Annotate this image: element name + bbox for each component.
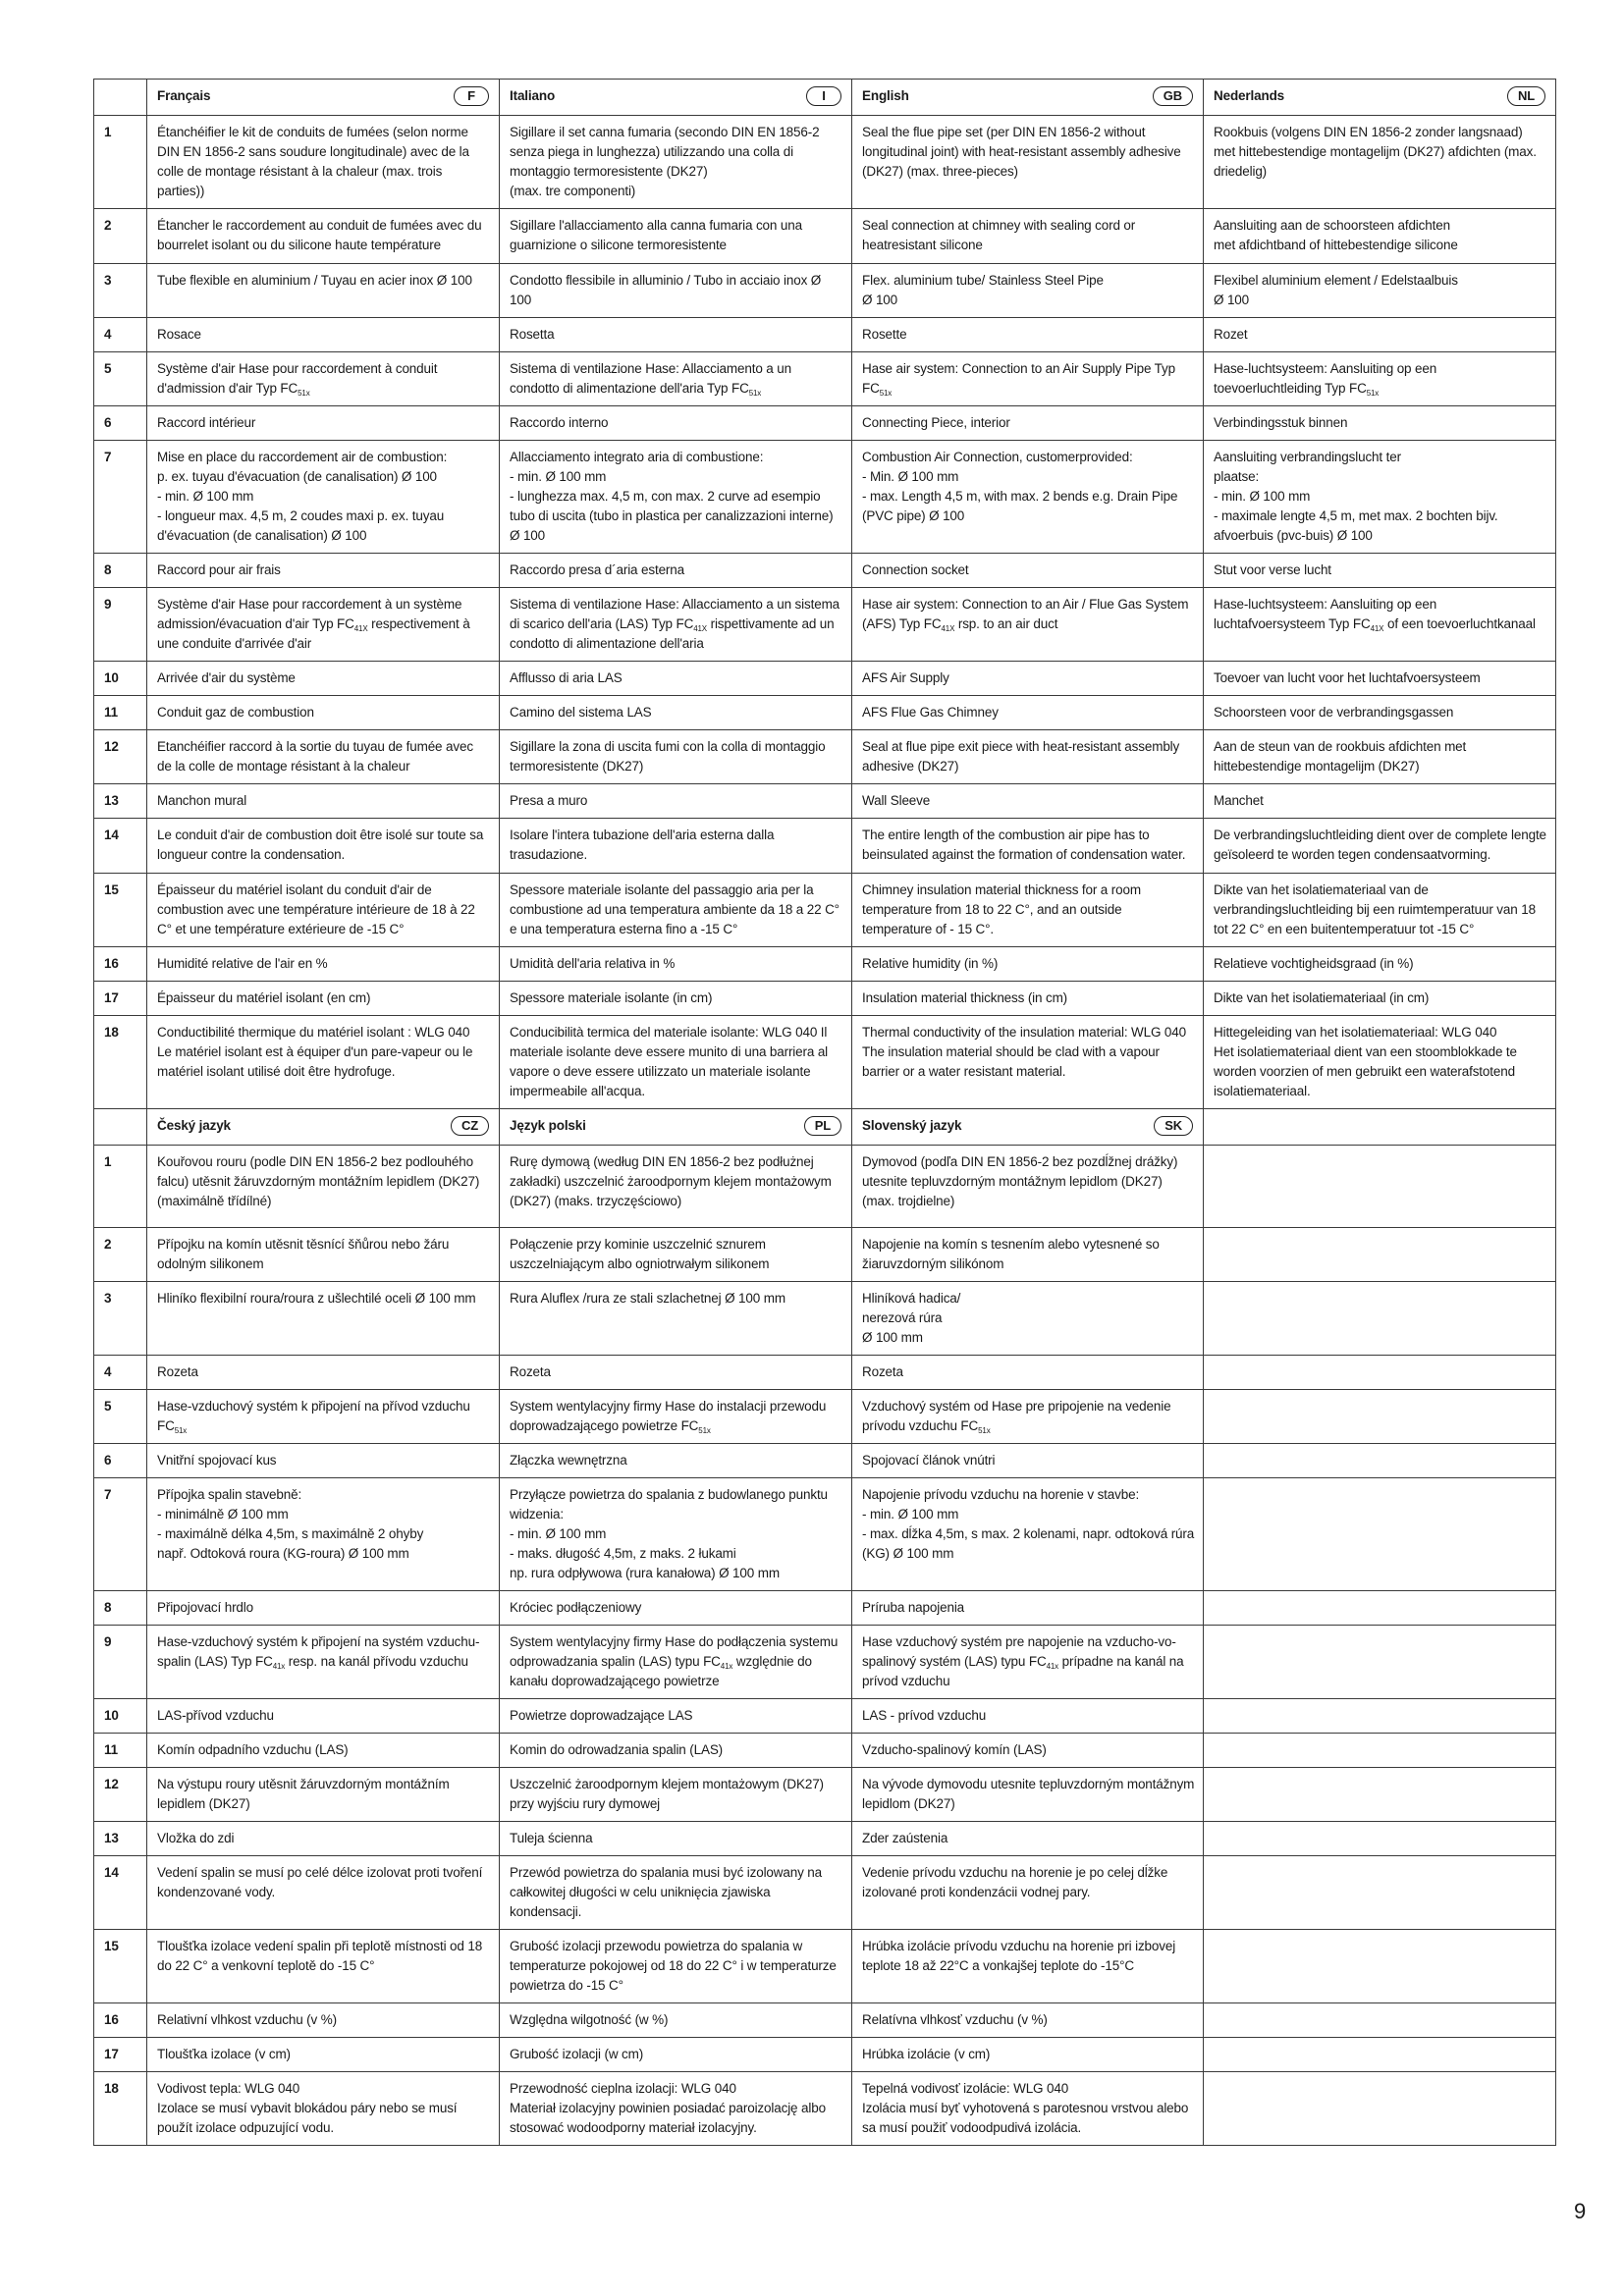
description-cell: Vzduchový systém od Hase pre pripojenie na vedenie prívodu vzduchu $FC_{51x}$ xyxy=(852,1390,1204,1444)
description-cell: Wall Sleeve xyxy=(852,784,1204,819)
type-subscript: 41X xyxy=(693,624,707,633)
row-number: 10 xyxy=(94,662,147,696)
description-cell: Vložka do zdi xyxy=(147,1822,500,1856)
row-number: 2 xyxy=(94,209,147,264)
description-cell: Toevoer van lucht voor het luchtafvoersysteem xyxy=(1204,662,1556,696)
header-lang: Français xyxy=(157,88,211,103)
row-number: 18 xyxy=(94,1016,147,1109)
row-number: 3 xyxy=(94,264,147,318)
header-cell xyxy=(500,1109,852,1146)
description-cell: Conductibilité thermique du matériel isolant : WLG 040 Le matériel isolant est à équiper d'un pare-vapeur ou le matériel isolant utilisé doit être hydrofuge. xyxy=(147,1016,500,1109)
description-cell: Système d'air Hase pour raccordement à conduit d'admission d'air Typ $FC_{51x}$ xyxy=(147,352,500,406)
description-cell: Seal connection at chimney with sealing cord or heatresistant silicone xyxy=(852,209,1204,264)
description-cell: Hrúbka izolácie prívodu vzduchu na horenie pri izbovej teplote 18 až 22°C a vonkajšej teplote do -15°C xyxy=(852,1930,1204,2003)
description-cell: The entire length of the combustion air pipe has to beinsulated against the formation of condensation water. xyxy=(852,819,1204,874)
top-row xyxy=(94,554,1556,588)
row-number: 14 xyxy=(94,819,147,874)
description-cell: AFS Air Supply xyxy=(852,662,1204,696)
description-cell: Hase air system: Connection to an Air / Flue Gas System (AFS) Typ $FC_{41X}$ rsp. to an air duct xyxy=(852,588,1204,662)
row-number: 1 xyxy=(94,1146,147,1228)
top-row xyxy=(94,406,1556,441)
bottom-row xyxy=(94,2072,1556,2146)
description-cell: Seal at flue pipe exit piece with heat-resistant assembly adhesive (DK27) xyxy=(852,730,1204,784)
row-number: 7 xyxy=(94,441,147,554)
empty-cell xyxy=(1204,1356,1556,1390)
description-cell: Étancher le raccordement au conduit de fumées avec du bourrelet isolant ou du silicone haute température xyxy=(147,209,500,264)
bottom-row xyxy=(94,1822,1556,1856)
description-cell: Relatieve vochtigheidsgraad (in %) xyxy=(1204,947,1556,982)
description-cell: Přípojku na komín utěsnit těsnící šňůrou nebo žáru odolným silikonem xyxy=(147,1228,500,1282)
description-cell: Sigillare l'allacciamento alla canna fumaria con una guarnizione o silicone termoresistente xyxy=(500,209,852,264)
description-cell: Thermal conductivity of the insulation material: WLG 040 The insulation material should be clad with a vapour barrier or a water resistant material. xyxy=(852,1016,1204,1109)
language-code-badge: F xyxy=(454,86,489,106)
description-cell: Épaisseur du matériel isolant du conduit d'air de combustion avec une température intérieure de 18 à 22 C° et une température extérieure de -15 C° xyxy=(147,874,500,947)
description-cell: Zder zaústenia xyxy=(852,1822,1204,1856)
type-subscript: 41X xyxy=(1370,624,1384,633)
description-cell: Napojenie na komín s tesnením alebo vytesnené so žiaruvzdorným silikónom xyxy=(852,1228,1204,1282)
type-subscript: 51x xyxy=(978,1426,991,1435)
type-subscript: 51x xyxy=(698,1426,711,1435)
bottom-row xyxy=(94,1699,1556,1734)
description-cell: Connection socket xyxy=(852,554,1204,588)
description-cell: Camino del sistema LAS xyxy=(500,696,852,730)
bottom-row xyxy=(94,1228,1556,1282)
row-number: 11 xyxy=(94,696,147,730)
top-row xyxy=(94,264,1556,318)
empty-cell xyxy=(1204,1228,1556,1282)
row-number: 11 xyxy=(94,1734,147,1768)
description-cell: Tepelná vodivosť izolácie: WLG 040 Izolácia musí byť vyhotovená s parotesnou vrstvou alebo sa musí použiť vodoodpudivá izolácia. xyxy=(852,2072,1204,2146)
description-cell: Komin do odrowadzania spalin (LAS) xyxy=(500,1734,852,1768)
description-cell: Connecting Piece, interior xyxy=(852,406,1204,441)
bottom-row xyxy=(94,2003,1556,2038)
description-cell: Grubość izolacji (w cm) xyxy=(500,2038,852,2072)
description-cell: Flex. aluminium tube/ Stainless Steel Pipe Ø 100 xyxy=(852,264,1204,318)
empty-cell xyxy=(1204,2003,1556,2038)
bottom-row xyxy=(94,1478,1556,1591)
row-number: 4 xyxy=(94,1356,147,1390)
row-number: 8 xyxy=(94,1591,147,1626)
description-cell: Hliníko flexibilní roura/roura z ušlechtilé oceli Ø 100 mm xyxy=(147,1282,500,1356)
row-number: 9 xyxy=(94,588,147,662)
description-cell: LAS - prívod vzduchu xyxy=(852,1699,1204,1734)
description-cell: Umidità dell'aria relativa in % xyxy=(500,947,852,982)
description-cell: Seal the flue pipe set (per DIN EN 1856-2 without longitudinal joint) with heat-resistant assembly adhesive (DK27) (max. three-pieces) xyxy=(852,116,1204,209)
top-row xyxy=(94,784,1556,819)
row-number: 14 xyxy=(94,1856,147,1930)
type-subscript: 41x xyxy=(720,1662,733,1671)
description-cell: Komín odpadního vzduchu (LAS) xyxy=(147,1734,500,1768)
type-subscript: 51x xyxy=(1366,389,1380,398)
bottom-row xyxy=(94,1146,1556,1228)
description-cell: Relatívna vlhkosť vzduchu (v %) xyxy=(852,2003,1204,2038)
header-cell-fr xyxy=(147,80,500,116)
row-number: 9 xyxy=(94,1626,147,1699)
description-cell: Humidité relative de l'air en % xyxy=(147,947,500,982)
header-cell-en xyxy=(852,80,1204,116)
empty-cell xyxy=(1204,1478,1556,1591)
description-cell: Spojovací článok vnútri xyxy=(852,1444,1204,1478)
top-row xyxy=(94,696,1556,730)
row-number: 6 xyxy=(94,406,147,441)
header-lang: Český jazyk xyxy=(157,1118,231,1133)
language-code-badge: NL xyxy=(1507,86,1545,106)
top-row xyxy=(94,982,1556,1016)
description-cell: Aansluiting aan de schoorsteen afdichten met afdichtband of hittebestendige silicone xyxy=(1204,209,1556,264)
description-cell: Rosette xyxy=(852,318,1204,352)
description-cell: Sistema di ventilazione Hase: Allacciamento a un sistema di scarico dell'aria (LAS) Typ $FC_{41X}$ rispettivamente ad un condotto di alimentazione dell'aria xyxy=(500,588,852,662)
language-code-badge: PL xyxy=(804,1116,841,1136)
description-cell: Kouřovou rouru (podle DIN EN 1856-2 bez podlouhého falcu) utěsnit žáruvzdorným montážním lepidlem (DK27) (maximálně třídílné) xyxy=(147,1146,500,1228)
description-cell: Złączka wewnętrzna xyxy=(500,1444,852,1478)
row-number: 13 xyxy=(94,1822,147,1856)
description-cell: Rozet xyxy=(1204,318,1556,352)
empty-cell xyxy=(1204,2038,1556,2072)
type-subscript: 51x xyxy=(298,389,310,398)
description-cell: Uszczelnić żaroodpornym klejem montażowym (DK27) przy wyjściu rury dymowej xyxy=(500,1768,852,1822)
description-cell: Hittegeleiding van het isolatiemateriaal: WLG 040 Het isolatiemateriaal dient van een stoomblokkade te worden voorzien of men gebruikt een waterafstotend isolatiemateriaal. xyxy=(1204,1016,1556,1109)
type-subscript: 51x xyxy=(748,389,762,398)
top-row xyxy=(94,318,1556,352)
header-cell xyxy=(147,1109,500,1146)
top-row xyxy=(94,874,1556,947)
row-number: 16 xyxy=(94,2003,147,2038)
description-cell: Tloušťka izolace (v cm) xyxy=(147,2038,500,2072)
header-cell-nl xyxy=(1204,80,1556,116)
row-number: 3 xyxy=(94,1282,147,1356)
top-row xyxy=(94,441,1556,554)
description-cell: Króciec podłączeniowy xyxy=(500,1591,852,1626)
description-cell: Aansluiting verbrandingslucht ter plaatse: - min. Ø 100 mm - maximale lengte 4,5 m, met max. 2 bochten bijv. afvoerbuis (pvc-buis) Ø 100 xyxy=(1204,441,1556,554)
empty-cell xyxy=(1204,1282,1556,1356)
bottom-row xyxy=(94,1626,1556,1699)
description-cell: Raccordo interno xyxy=(500,406,852,441)
empty-cell xyxy=(1204,2072,1556,2146)
row-number: 17 xyxy=(94,982,147,1016)
description-cell: Rookbuis (volgens DIN EN 1856-2 zonder langsnaad) met hittebestendige montagelijm (DK27) afdichten (max. driedelig) xyxy=(1204,116,1556,209)
description-cell: Dymovod (podľa DIN EN 1856-2 bez pozdĺžnej drážky) utesnite tepluvzdorným montážnym lepidlom (DK27) (max. trojdielne) xyxy=(852,1146,1204,1228)
type-subscript: 41x xyxy=(272,1662,286,1671)
bottom-row xyxy=(94,1390,1556,1444)
description-cell: Dikte van het isolatiemateriaal (in cm) xyxy=(1204,982,1556,1016)
description-cell: Chimney insulation material thickness for a room temperature from 18 to 22 C°, and an outside temperature of - 15 C°. xyxy=(852,874,1204,947)
description-cell: Épaisseur du matériel isolant (en cm) xyxy=(147,982,500,1016)
description-cell: Insulation material thickness (in cm) xyxy=(852,982,1204,1016)
empty-cell xyxy=(1204,1146,1556,1228)
description-cell: Vnitřní spojovací kus xyxy=(147,1444,500,1478)
description-cell: Sigillare la zona di uscita fumi con la colla di montaggio termoresistente (DK27) xyxy=(500,730,852,784)
top-row xyxy=(94,352,1556,406)
description-cell: Na výstupu roury utěsnit žáruvzdorným montážním lepidlem (DK27) xyxy=(147,1768,500,1822)
language-code-badge: I xyxy=(806,86,841,106)
row-number: 7 xyxy=(94,1478,147,1591)
header-lang: Italiano xyxy=(510,88,556,103)
header-lang: English xyxy=(862,88,909,103)
bottom-row xyxy=(94,1768,1556,1822)
description-cell: Grubość izolacji przewodu powietrza do spalania w temperaturze pokojowej od 18 do 22 C° i w temperaturze powietrza do -15 C° xyxy=(500,1930,852,2003)
empty-cell xyxy=(1204,1856,1556,1930)
description-cell: Système d'air Hase pour raccordement à un système admission/évacuation d'air Typ $FC_{41X}$ respectivement à une conduite d'arrivée d'air xyxy=(147,588,500,662)
description-cell: Dikte van het isolatiemateriaal van de verbrandingsluchtleiding bij een ruimtemperatuur van 18 tot 22 C° en een buitentemperatuur tot -15 C° xyxy=(1204,874,1556,947)
description-cell: Combustion Air Connection, customerprovided: - Min. Ø 100 mm - max. Length 4,5 m, with max. 2 bends e.g. Drain Pipe (PVC pipe) Ø 100 xyxy=(852,441,1204,554)
description-cell: Rosace xyxy=(147,318,500,352)
row-number: 6 xyxy=(94,1444,147,1478)
top-row xyxy=(94,1016,1556,1109)
row-number: 12 xyxy=(94,1768,147,1822)
description-cell: Sistema di ventilazione Hase: Allacciamento a un condotto di alimentazione dell'aria Typ $FC_{51x}$ xyxy=(500,352,852,406)
description-cell: Stut voor verse lucht xyxy=(1204,554,1556,588)
translation-table xyxy=(93,79,1556,2146)
description-cell: Conduit gaz de combustion xyxy=(147,696,500,730)
type-subscript: 41x xyxy=(1046,1662,1059,1671)
description-cell: Rura Aluflex /rura ze stali szlachetnej Ø 100 mm xyxy=(500,1282,852,1356)
type-subscript: 51x xyxy=(879,389,893,398)
description-cell: Schoorsteen voor de verbrandingsgassen xyxy=(1204,696,1556,730)
description-cell: Raccord pour air frais xyxy=(147,554,500,588)
description-cell: Tloušťka izolace vedení spalin při teplotě místnosti od 18 do 22 C° a venkovní teplotě do -15 C° xyxy=(147,1930,500,2003)
row-number: 1 xyxy=(94,116,147,209)
description-cell: Hase-luchtsysteem: Aansluiting op een toevoerluchtleiding Typ $FC_{51x}$ xyxy=(1204,352,1556,406)
description-cell: Powietrze doprowadzające LAS xyxy=(500,1699,852,1734)
language-code-badge: CZ xyxy=(451,1116,489,1136)
description-cell: Mise en place du raccordement air de combustion: p. ex. tuyau d'évacuation (de canalisation) Ø 100 - min. Ø 100 mm - longueur max. 4,5 m, 2 coudes maxi p. ex. tuyau d'évacuation (de canalisation) Ø 100 xyxy=(147,441,500,554)
description-cell: Rosetta xyxy=(500,318,852,352)
description-cell: Manchon mural xyxy=(147,784,500,819)
row-number: 5 xyxy=(94,1390,147,1444)
header-lang: Nederlands xyxy=(1214,88,1285,103)
bottom-header-row xyxy=(94,1109,1556,1146)
description-cell: Afflusso di aria LAS xyxy=(500,662,852,696)
row-number: 15 xyxy=(94,874,147,947)
row-number: 10 xyxy=(94,1699,147,1734)
type-subscript: 51x xyxy=(174,1426,188,1435)
type-subscript: 41X xyxy=(941,624,955,633)
header-num-cell xyxy=(94,80,147,116)
description-cell: Hase-vzduchový systém k připojení na systém vzduchu-spalin (LAS) Typ $FC_{41x}$ resp. na kanál přívodu vzduchu xyxy=(147,1626,500,1699)
description-cell: System wentylacyjny firmy Hase do podłączenia systemu odprowadzania spalin (LAS) typu $FC_{41x}$ względnie do kanału doprowadzającego powietrze xyxy=(500,1626,852,1699)
description-cell: Raccordo presa d´aria esterna xyxy=(500,554,852,588)
empty-cell xyxy=(1204,1626,1556,1699)
description-cell: Flexibel aluminium element / Edelstaalbuis Ø 100 xyxy=(1204,264,1556,318)
top-row xyxy=(94,730,1556,784)
description-cell: Rurę dymową (według DIN EN 1856-2 bez podłużnej zakładki) uszczelnić żaroodpornym klejem montażowym (DK27) (maks. trzyczęściowo) xyxy=(500,1146,852,1228)
description-cell: Isolare l'intera tubazione dell'aria esterna dalla trasudazione. xyxy=(500,819,852,874)
empty-cell xyxy=(1204,1591,1556,1626)
description-cell: Przewód powietrza do spalania musi być izolowany na całkowitej długości w celu uniknięcia zjawiska kondensacji. xyxy=(500,1856,852,1930)
description-cell: AFS Flue Gas Chimney xyxy=(852,696,1204,730)
description-cell: Přípojka spalin stavebně: - minimálně Ø 100 mm - maximálně délka 4,5m, s maximálně 2 ohyby např. Odtoková roura (KG-roura) Ø 100 mm xyxy=(147,1478,500,1591)
description-cell: Etanchéifier raccord à la sortie du tuyau de fumée avec de la colle de montage résistant à la chaleur xyxy=(147,730,500,784)
empty-cell xyxy=(1204,1768,1556,1822)
description-cell: Conducibilità termica del materiale isolante: WLG 040 Il materiale isolante deve essere munito di una barriera al vapore o deve essere utilizzato un materiale isolante impermeabile all'acqua. xyxy=(500,1016,852,1109)
description-cell: Hase vzduchový systém pre napojenie na vzducho-vo-spalinový systém (LAS) typu $FC_{41x}$ prípadne na kanál na prívod vzduchu xyxy=(852,1626,1204,1699)
description-cell: Étanchéifier le kit de conduits de fumées (selon norme DIN EN 1856-2 sans soudure longitudinale) avec de la colle de montage résistant à la chaleur (max. trois parties)) xyxy=(147,116,500,209)
top-row xyxy=(94,947,1556,982)
description-cell: Relative humidity (in %) xyxy=(852,947,1204,982)
description-cell: LAS-přívod vzduchu xyxy=(147,1699,500,1734)
description-cell: Allacciamento integrato aria di combustione: - min. Ø 100 mm - lunghezza max. 4,5 m, con max. 2 curve ad esempio tubo di uscita (tubo in plastica per canalizzazioni interne) Ø 100 xyxy=(500,441,852,554)
header-cell xyxy=(852,1109,1204,1146)
description-cell: Vedení spalin se musí po celé délce izolovat proti tvoření kondenzované vody. xyxy=(147,1856,500,1930)
description-cell: Połączenie przy kominie uszczelnić sznurem uszczelniającym albo ogniotrwałym silikonem xyxy=(500,1228,852,1282)
row-number: 17 xyxy=(94,2038,147,2072)
language-code-badge: GB xyxy=(1153,86,1193,106)
description-cell: Sigillare il set canna fumaria (secondo DIN EN 1856-2 senza piega in lunghezza) utilizzando una colla di montaggio termoresistente (DK27) (max. tre componenti) xyxy=(500,116,852,209)
empty-cell xyxy=(1204,1822,1556,1856)
description-cell: De verbrandingsluchtleiding dient over de complete lengte geïsoleerd te worden tegen condensaatvorming. xyxy=(1204,819,1556,874)
type-subscript: 41X xyxy=(353,624,368,633)
description-cell: System wentylacyjny firmy Hase do instalacji przewodu doprowadzającego powietrze $FC_{51x}$ xyxy=(500,1390,852,1444)
bottom-row xyxy=(94,1356,1556,1390)
description-cell: Hase-luchtsysteem: Aansluiting op een luchtafvoersysteem Typ $FC_{41X}$ of een toevoerluchtkanaal xyxy=(1204,588,1556,662)
description-cell: Raccord intérieur xyxy=(147,406,500,441)
description-cell: Arrivée d'air du système xyxy=(147,662,500,696)
language-code-badge: SK xyxy=(1154,1116,1193,1136)
description-cell: Hrúbka izolácie (v cm) xyxy=(852,2038,1204,2072)
description-cell: Spessore materiale isolante (in cm) xyxy=(500,982,852,1016)
empty-cell xyxy=(1204,1734,1556,1768)
bottom-row xyxy=(94,1930,1556,2003)
description-cell: Manchet xyxy=(1204,784,1556,819)
header-lang: Slovenský jazyk xyxy=(862,1118,962,1133)
row-number: 2 xyxy=(94,1228,147,1282)
header-cell-it xyxy=(500,80,852,116)
top-row xyxy=(94,116,1556,209)
top-row xyxy=(94,819,1556,874)
header-lang: Język polski xyxy=(510,1118,586,1133)
translation-table-body xyxy=(94,80,1556,2146)
description-cell: Le conduit d'air de combustion doit être isolé sur toute sa longueur contre la condensation. xyxy=(147,819,500,874)
description-cell: Spessore materiale isolante del passaggio aria per la combustione ad una temperatura ambiente da 18 a 22 C° e una temperatura esterna fino a -15 C° xyxy=(500,874,852,947)
top-row xyxy=(94,209,1556,264)
description-cell: Napojenie prívodu vzduchu na horenie v stavbe: - min. Ø 100 mm - max. dĺžka 4,5m, s max. 2 kolenami, napr. odtoková rúra (KG) Ø 100 mm xyxy=(852,1478,1204,1591)
top-row xyxy=(94,662,1556,696)
description-cell: Przyłącze powietrza do spalania z budowlanego punktu widzenia: - min. Ø 100 mm - maks. długość 4,5m, z maks. 2 łukami np. rura odpływowa (rura kanałowa) Ø 100 mm xyxy=(500,1478,852,1591)
row-number: 8 xyxy=(94,554,147,588)
description-cell: Przewodność cieplna izolacji: WLG 040 Materiał izolacyjny powinien posiadać paroizolację albo stosować wodoodporny materiał izolacyjny. xyxy=(500,2072,852,2146)
bottom-row xyxy=(94,1856,1556,1930)
description-cell: Vodivost tepla: WLG 040 Izolace se musí vybavit blokádou páry nebo se musí použít izolace odpuzující vodu. xyxy=(147,2072,500,2146)
bottom-row xyxy=(94,1282,1556,1356)
top-row xyxy=(94,588,1556,662)
description-cell: Względna wilgotność (w %) xyxy=(500,2003,852,2038)
description-cell: Relativní vlhkost vzduchu (v %) xyxy=(147,2003,500,2038)
empty-cell xyxy=(1204,1444,1556,1478)
empty-cell xyxy=(1204,1699,1556,1734)
row-number: 13 xyxy=(94,784,147,819)
description-cell: Príruba napojenia xyxy=(852,1591,1204,1626)
description-cell: Tube flexible en aluminium / Tuyau en acier inox Ø 100 xyxy=(147,264,500,318)
bottom-row xyxy=(94,1591,1556,1626)
bottom-row xyxy=(94,1444,1556,1478)
description-cell: Připojovací hrdlo xyxy=(147,1591,500,1626)
empty-cell xyxy=(1204,1930,1556,2003)
row-number: 4 xyxy=(94,318,147,352)
description-cell: Tuleja ścienna xyxy=(500,1822,852,1856)
description-cell: Vedenie prívodu vzduchu na horenie je po celej dĺžke izolované proti kondenzácii vodnej pary. xyxy=(852,1856,1204,1930)
description-cell: Hase-vzduchový systém k připojení na přívod vzduchu $FC_{51x}$ xyxy=(147,1390,500,1444)
page-number: 9 xyxy=(1574,2199,1587,2223)
description-cell: Aan de steun van de rookbuis afdichten met hittebestendige montagelijm (DK27) xyxy=(1204,730,1556,784)
description-cell: Rozeta xyxy=(500,1356,852,1390)
top-header-row xyxy=(94,80,1556,116)
row-number: 15 xyxy=(94,1930,147,2003)
row-number: 12 xyxy=(94,730,147,784)
description-cell: Rozeta xyxy=(852,1356,1204,1390)
header-num-cell xyxy=(94,1109,147,1146)
bottom-row xyxy=(94,1734,1556,1768)
description-cell: Hase air system: Connection to an Air Supply Pipe Typ $FC_{51x}$ xyxy=(852,352,1204,406)
description-cell: Vzducho-spalinový komín (LAS) xyxy=(852,1734,1204,1768)
row-number: 5 xyxy=(94,352,147,406)
description-cell: Hliníková hadica/ nerezová rúra Ø 100 mm xyxy=(852,1282,1204,1356)
description-cell: Rozeta xyxy=(147,1356,500,1390)
empty-cell xyxy=(1204,1109,1556,1146)
empty-cell xyxy=(1204,1390,1556,1444)
description-cell: Condotto flessibile in alluminio / Tubo in acciaio inox Ø 100 xyxy=(500,264,852,318)
description-cell: Na vývode dymovodu utesnite tepluvzdorným montážnym lepidlom (DK27) xyxy=(852,1768,1204,1822)
row-number: 16 xyxy=(94,947,147,982)
description-cell: Verbindingsstuk binnen xyxy=(1204,406,1556,441)
bottom-row xyxy=(94,2038,1556,2072)
description-cell: Presa a muro xyxy=(500,784,852,819)
row-number: 18 xyxy=(94,2072,147,2146)
